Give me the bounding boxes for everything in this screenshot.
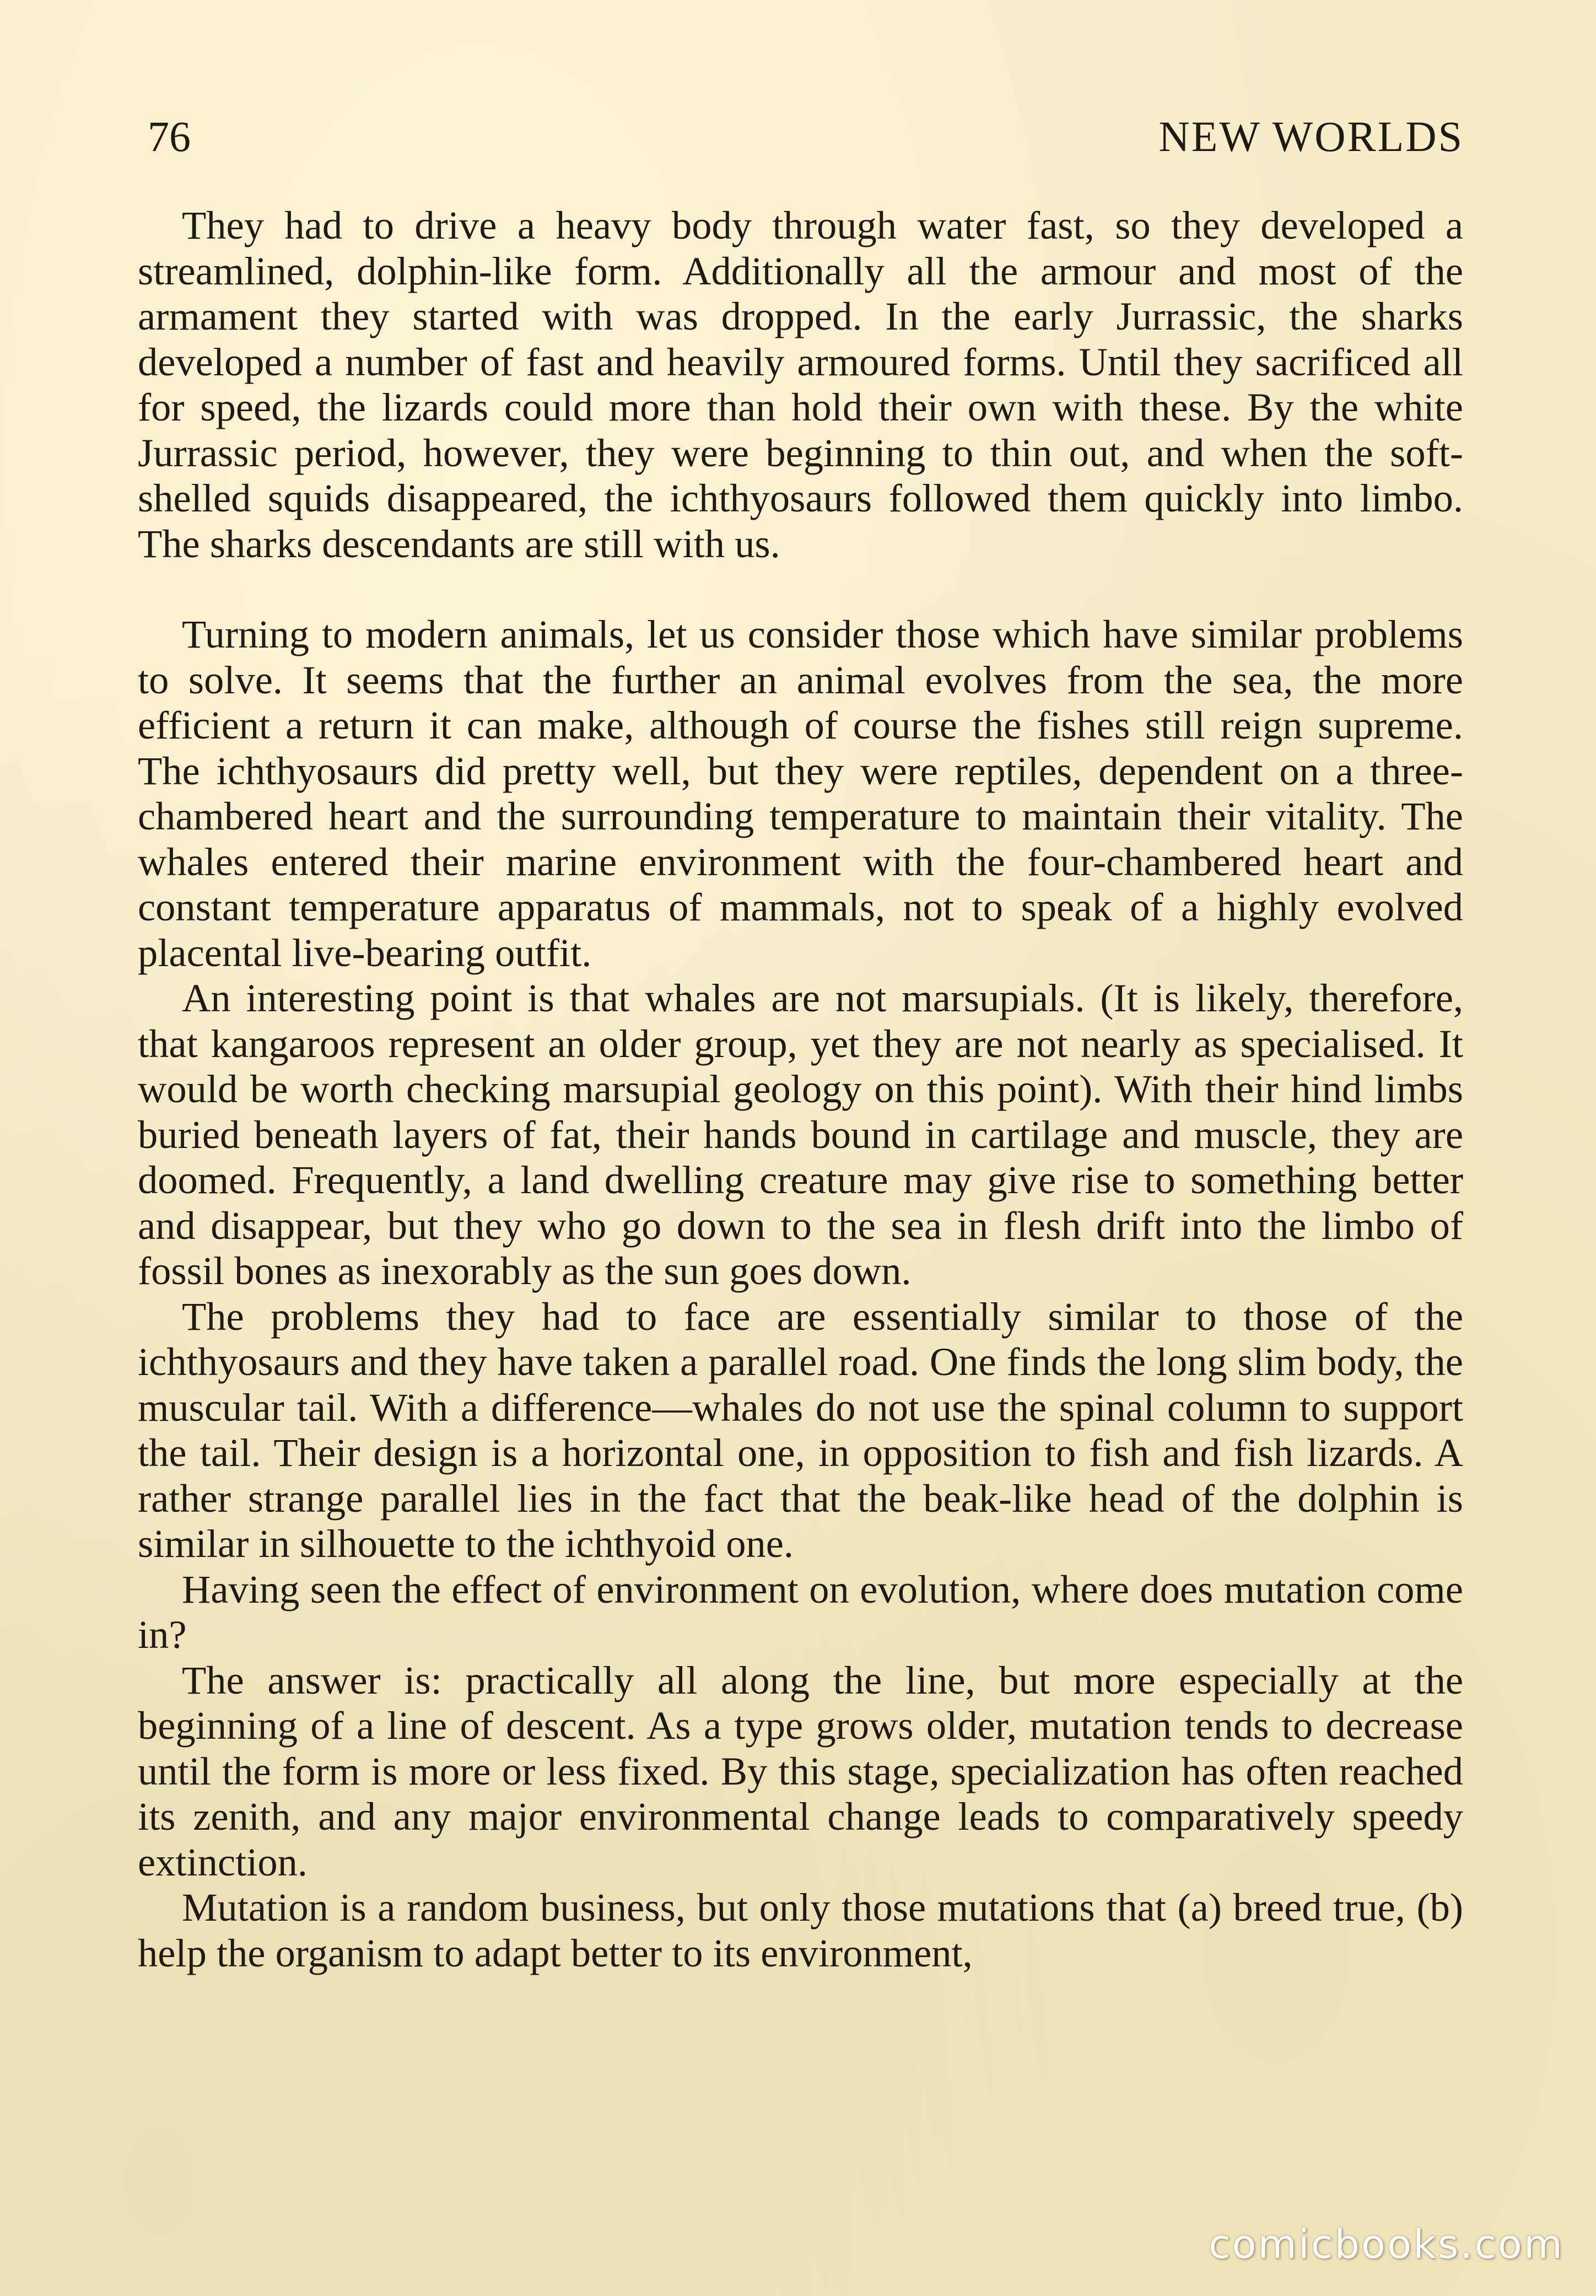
paragraph: Having seen the effect of environment on evolution, where does mutation come in? — [138, 1566, 1463, 1657]
paragraph: Turning to modern animals, let us consider those which have similar problems to solve. It seems that the further an animal evolves from the sea, the more efficient a return it can make, although of course the fishes still reign supreme. The ichthyosaurs did pretty well, but they were reptiles, dependent on a three-chambered heart and the surrounding temperature to maintain their vitality. The whales entered their marine environment with the four-chambered heart and constant temperature apparatus of mammals, not to speak of a highly evolved placental live-bearing outfit. — [138, 612, 1463, 975]
body-text — [138, 203, 1463, 1976]
paragraph: An interesting point is that whales are not marsupials. (It is likely, therefore, that kangaroos represent an older group, yet they are not nearly as specialised. It would be worth checking marsupial geology on this point). With their hind limbs buried beneath layers of fat, their hands bound in cartilage and muscle, they are doomed. Frequently, a land dwelling creature may give rise to something better and disappear, but they who go down to the sea in flesh drift into the limbo of fossil bones as inexorably as the sun goes down. — [138, 975, 1463, 1293]
paragraph: They had to drive a heavy body through water fast, so they developed a streamlined, dolphin-like form. Additionally all the armour and most of the armament they started with was dropped. In the early Jurrassic, the sharks developed a number of fast and heavily armoured forms. Until they sacrificed all for speed, the lizards could more than hold their own with these. By the white Jurrassic period, however, they were beginning to thin out, and when the soft-shelled squids disappeared, the ichthyosaurs followed them quickly into limbo. The sharks descendants are still with us. — [138, 203, 1463, 566]
page-number: 76 — [148, 112, 191, 160]
running-title: NEW WORLDS — [1158, 112, 1464, 160]
paragraph: Mutation is a random business, but only those mutations that (a) breed true, (b) help the organism to adapt better to its environment, — [138, 1885, 1463, 1975]
running-head — [148, 104, 1464, 170]
watermark: comicbooks.com — [1208, 2221, 1564, 2267]
paragraph: The problems they had to face are essentially similar to those of the ichthyosaurs and they have taken a parallel road. One finds the long slim body, the muscular tail. With a difference—whales do not use the spinal column to support the tail. Their design is a horizontal one, in opposition to fish and fish lizards. A rather strange parallel lies in the fact that the beak-like head of the dolphin is similar in silhouette to the ichthyoid one. — [138, 1293, 1463, 1566]
paragraph: The answer is: practically all along the line, but more especially at the beginning of a line of descent. As a type grows older, mutation tends to decrease until the form is more or less fixed. By this stage, specialization has often reached its zenith, and any major environmental change leads to comparatively speedy extinction. — [138, 1657, 1463, 1884]
